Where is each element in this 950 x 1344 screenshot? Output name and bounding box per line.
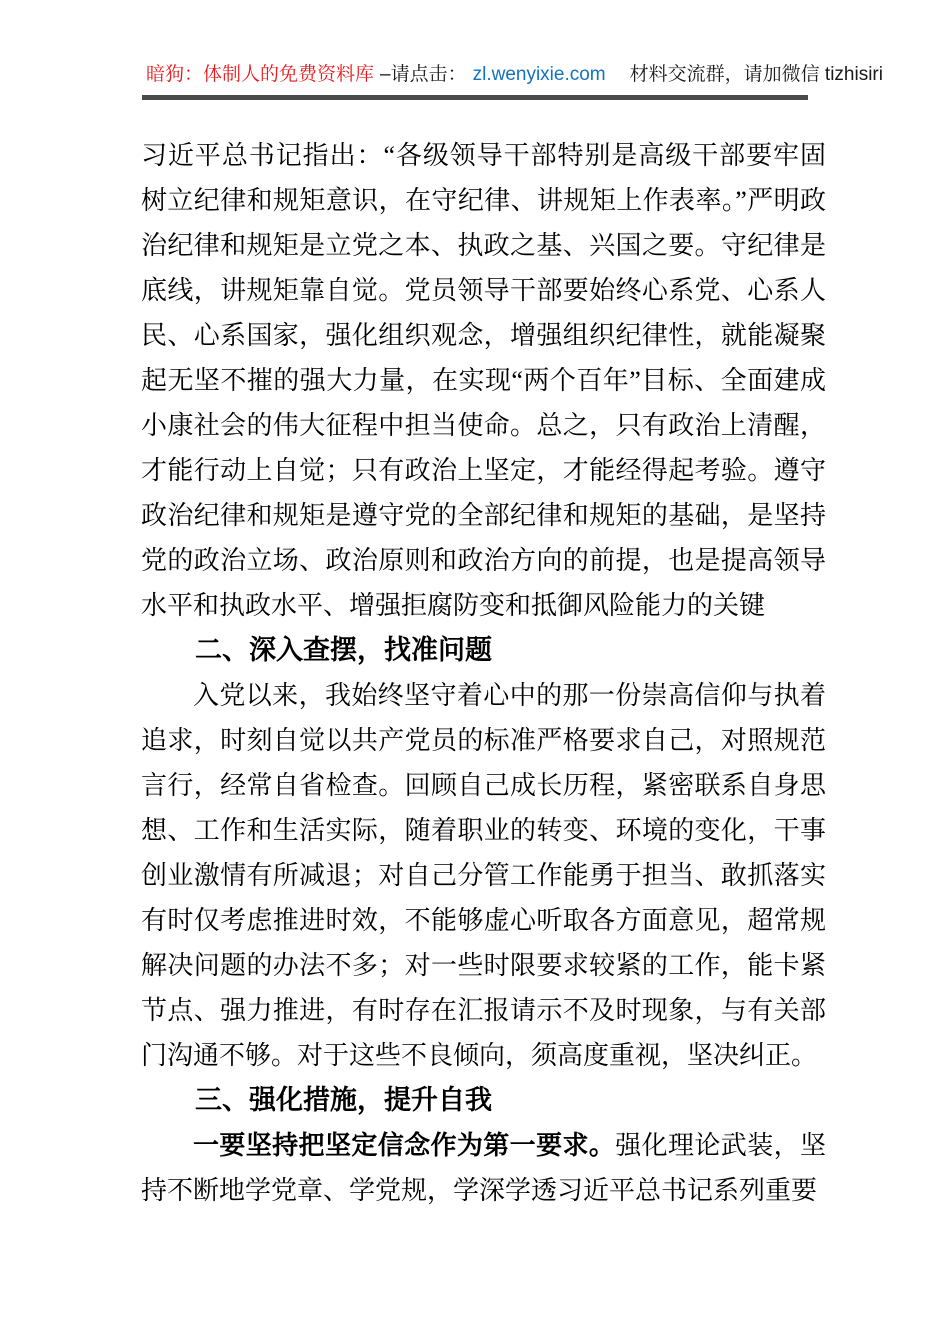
header-divider-rule [142, 95, 808, 100]
paragraph-measures-rest: 强化理论武装，坚持不断地学党章、学党规，学深学透习近平总书记系列重要 [141, 1131, 826, 1205]
header-site-link[interactable]: zl.wenyixie.com [472, 64, 606, 85]
header-wechat-note: 材料交流群，请加微信 tizhisiri [629, 64, 883, 85]
paragraph-political-discipline: 习近平总书记指出：“各级领导干部特别是高级干部要牢固树立纪律和规矩意识，在守纪律、讲规矩上作表率。”严明政治纪律和规矩是立党之本、执政之基、兴国之要。守纪律是底线，讲规矩靠自觉。党员领导干部要始终心系党、心系人民、心系国家，强化组织观念，增强组织纪律性，就能凝聚起无坚不摧的强大力量，在实现“两个百年”目标、全面建成小康社会的伟大征程中担当使命。总之，只有政治上清醒，才能行动上自觉；只有政治上坚定，才能经得起考验。遵守政治纪律和规矩是遵守党的全部纪律和规矩的基础，是坚持党的政治立场、政治原则和政治方向的前提，也是提高领导水平和执政水平、增强拒腐防变和抵御风险能力的关键 [141, 141, 826, 620]
header-click-prompt: –请点击： [380, 64, 467, 85]
paragraph-measures [141, 1123, 826, 1213]
promo-header [146, 60, 883, 90]
paragraph-measures-lead: 一要坚持把坚定信念作为第一要求。 [193, 1130, 616, 1160]
header-site-name: 暗狗：体制人的免费资料库 [146, 64, 375, 85]
heading-section-3: 三、强化措施，提升自我 [195, 1085, 492, 1115]
heading-section-2: 二、深入查摆，找准问题 [195, 635, 492, 665]
document-text-area [141, 133, 826, 1213]
paragraph-self-examination: 入党以来，我始终坚守着心中的那一份崇高信仰与执着追求，时刻自觉以共产党员的标准严格要求自己，对照规范言行，经常自省检查。回顾自己成长历程，紧密联系自身思想、工作和生活实际，随着职业的转变、环境的变化，干事创业激情有所减退；对自己分管工作能勇于担当、敢抓落实有时仅考虑推进时效，不能够虚心听取各方面意见，超常规解决问题的办法不多；对一些时限要求较紧的工作，能卡紧节点、强力推进，有时存在汇报请示不及时现象，与有关部门沟通不够。对于这些不良倾向，须高度重视，坚决纠正。 [141, 681, 826, 1070]
